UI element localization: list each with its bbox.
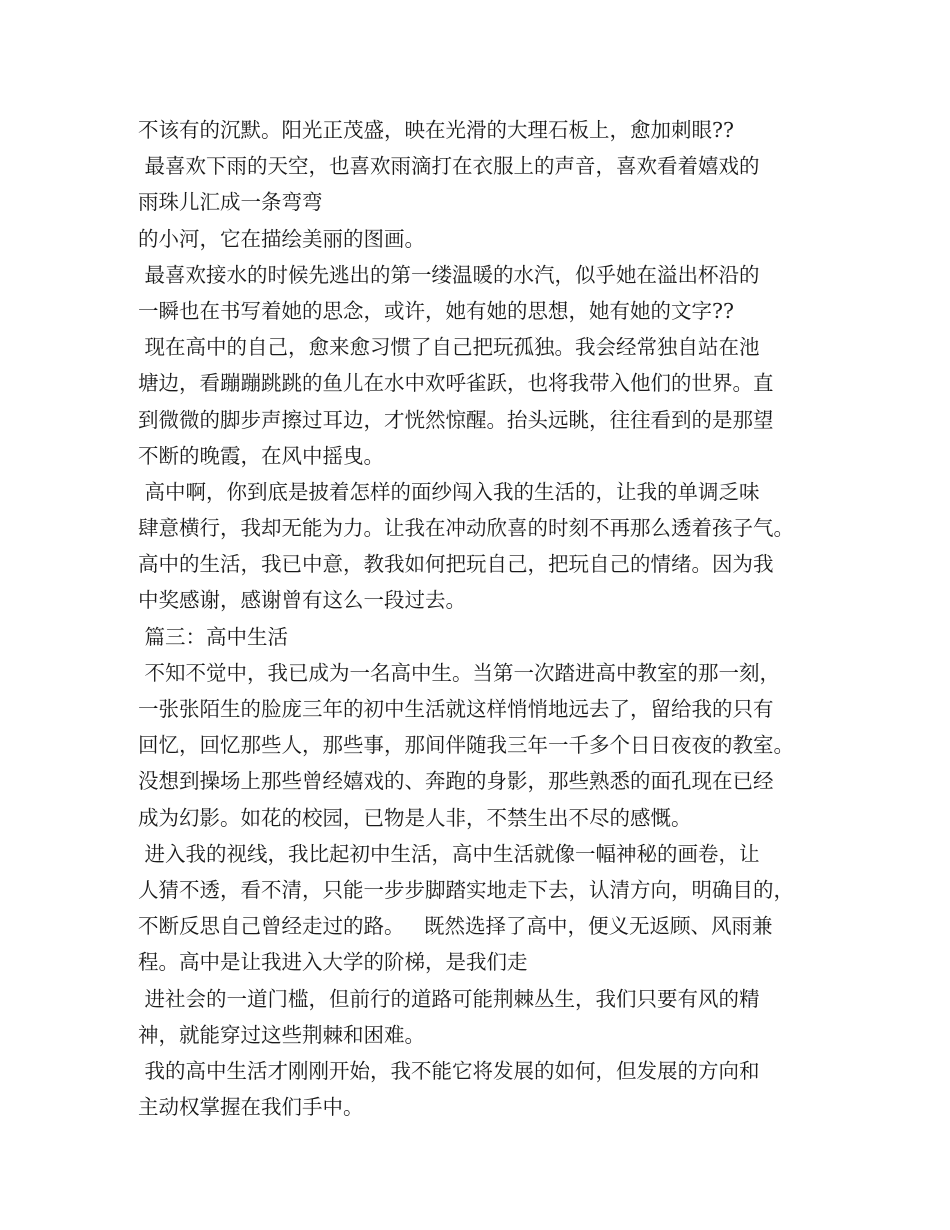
text-line: 到微微的脚步声擦过耳边，才恍然惊醒。抬头远眺，往往看到的是那望 [138, 407, 774, 432]
text-line: 不知不觉中，我已成为一名高中生。当第一次踏进高中教室的那一刻， [138, 660, 781, 685]
text-line: 最喜欢接水的时候先逃出的第一缕温暖的水汽，似乎她在溢出杯沿的 [138, 262, 760, 287]
text-line: 成为幻影。如花的校园，已物是人非，不禁生出不尽的感慨。 [138, 805, 692, 830]
text-line: 塘边，看蹦蹦跳跳的鱼儿在水中欢呼雀跃，也将我带入他们的世界。直 [138, 371, 774, 396]
text-line: 神，就能穿过这些荆棘和困难。 [138, 1022, 425, 1047]
text-line: 雨珠儿汇成一条弯弯 [138, 190, 323, 215]
text-line: 进入我的视线，我比起初中生活，高中生活就像一幅神秘的画卷，让 [138, 841, 760, 866]
text-line: 我的高中生活才刚刚开始，我不能它将发展的如何，但发展的方向和 [138, 1058, 760, 1083]
text-line: 程。高中是让我进入大学的阶梯，是我们走 [138, 950, 528, 975]
text-line: 不断反思自己曾经走过的路。 既然选择了高中，便义无返顾、风雨兼 [138, 914, 773, 939]
text-line: 一瞬也在书写着她的思念，或许，她有她的思想，她有她的文字?? [138, 298, 734, 323]
text-line: 高中的生活，我已中意，教我如何把玩自己，把玩自己的情绪。因为我 [138, 552, 774, 577]
text-line: 肆意横行，我却无能为力。让我在冲动欣喜的时刻不再那么透着孩子气。 [138, 516, 794, 541]
section-heading: 篇三：高中生活 [138, 624, 289, 649]
text-line: 主动权掌握在我们手中。 [138, 1095, 364, 1120]
text-line: 最喜欢下雨的天空，也喜欢雨滴打在衣服上的声音，喜欢看着嬉戏的 [138, 154, 760, 179]
text-line: 一张张陌生的脸庞三年的初中生活就这样悄悄地远去了，留给我的只有 [138, 697, 774, 721]
body-text [138, 112, 828, 1125]
text-line: 现在高中的自己，愈来愈习惯了自己把玩孤独。我会经常独自站在池 [138, 335, 760, 360]
text-line: 高中啊，你到底是披着怎样的面纱闯入我的生活的，让我的单调乏味 [138, 479, 760, 504]
text-line: 不断的晚霞，在风中摇曳。 [138, 443, 384, 468]
text-line: 人猜不透，看不清，只能一步步脚踏实地走下去，认清方向，明确目的， [138, 877, 794, 902]
text-line: 中奖感谢，感谢曾有这么一段过去。 [138, 588, 466, 613]
text-line: 没想到操场上那些曾经嬉戏的、奔跑的身影，那些熟悉的面孔现在已经 [138, 769, 774, 794]
text-line: 进社会的一道门槛，但前行的道路可能荆棘丛生，我们只要有风的精 [138, 986, 760, 1011]
text-line: 的小河，它在描绘美丽的图画。 [138, 226, 425, 251]
text-line: 回忆，回忆那些人，那些事，那间伴随我三年一千多个日日夜夜的教室。 [138, 733, 794, 758]
text-line: 不该有的沉默。阳光正茂盛，映在光滑的大理石板上，愈加刺眼?? [138, 118, 734, 142]
